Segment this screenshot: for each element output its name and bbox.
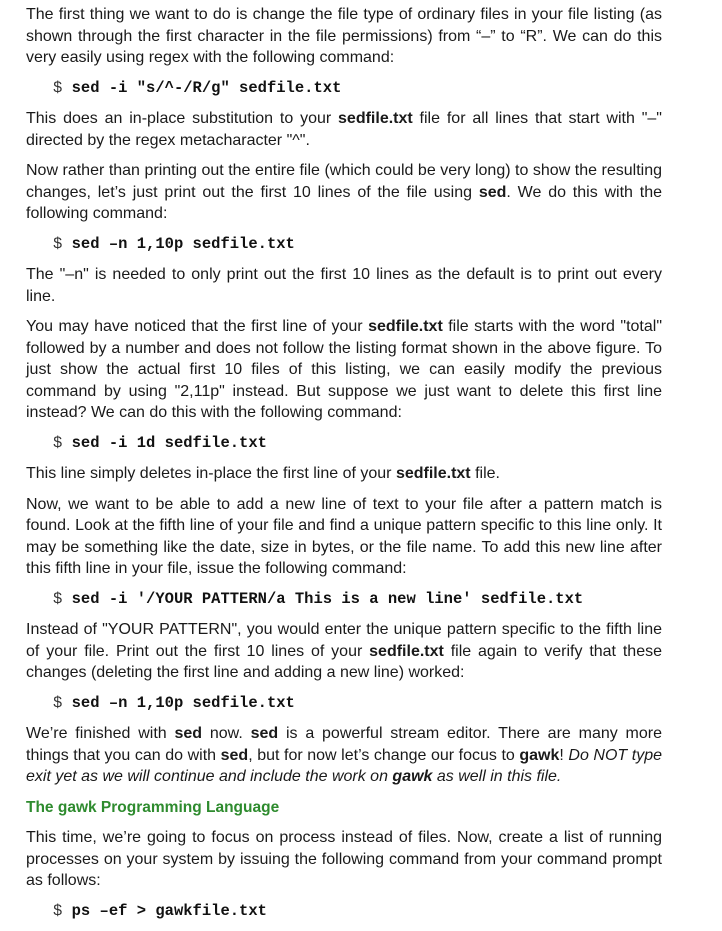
prompt-symbol: $ (53, 589, 63, 608)
section-heading-gawk: The gawk Programming Language (26, 798, 280, 816)
command-text: sed –n 1,10p sedfile.txt (71, 234, 295, 253)
paragraph-substitution-explained (26, 108, 662, 151)
text-span: , but for now let’s change our focus to (248, 746, 520, 764)
paragraph-delete-explained (26, 463, 662, 485)
command-text: sed -i 1d sedfile.txt (71, 433, 267, 452)
command-sed-append (53, 589, 662, 611)
command-name-bold: gawk (519, 746, 560, 764)
text-span: file starts with the word "total" followed by a number and does not follow the listing format shown in the above figure. To just show the actual first 10 files of this listing, we can easily modify the previous command by using "2,11p" instead. But suppose we just want to delete this first line instead? We can do this with the following command: (26, 318, 663, 421)
text-span: ! (559, 746, 569, 764)
text-span: . We do this with the following command: (26, 183, 662, 222)
text-span: This does an in-place substitution to your (26, 110, 339, 127)
command-text: sed -i '/YOUR PATTERN/a This is a new line' sedfile.txt (71, 589, 584, 608)
command-name-bold-italic: gawk (392, 768, 433, 785)
text-span: This line simply deletes in-place the first line of your (26, 465, 396, 482)
filename-bold: sedfile.txt (368, 318, 443, 335)
command-sed-print-again (53, 693, 662, 715)
italic-note: Do NOT type exit yet as we will continue and include the work on (26, 746, 663, 785)
command-sed-print (53, 234, 662, 256)
command-ps (53, 901, 662, 923)
filename-bold: sedfile.txt (338, 110, 413, 127)
command-name-bold: sed (478, 183, 507, 201)
text-span: is a powerful stream editor. There are many more things that you can do with (26, 725, 662, 764)
paragraph-intro: The first thing we want to do is change the file type of ordinary files in your file listing (as shown through the first character in the file permissions) from “–” to “R”. We can do this very easily using regex with the following command: (26, 6, 662, 66)
command-name-bold: sed (174, 725, 203, 742)
paragraph-gawk-intro: This time, we’re going to focus on process instead of files. Now, create a list of running processes on your system by issuing the following command from your command prompt as follows: (26, 829, 662, 889)
command-text: ps –ef > gawkfile.txt (71, 901, 267, 920)
command-text: sed -i "s/^-/R/g" sedfile.txt (71, 78, 342, 97)
text-span: file for all lines that start with "–" directed by the regex metacharacter "^". (26, 110, 662, 149)
paragraph-finished-sed (26, 723, 662, 788)
prompt-symbol: $ (53, 78, 63, 97)
text-span: Instead of "YOUR PATTERN", you would enter the unique pattern specific to the fifth line of your file. Print out the first 10 lines of your (26, 621, 662, 660)
paragraph-add-line: Now, we want to be able to add a new line of text to your file after a pattern match is found. Look at the fifth line of your file and find a unique pattern specific to this line only. It may be something like the date, size in bytes, or the file name. To add this new line after this fifth line in your file, issue the following command: (26, 495, 662, 577)
prompt-symbol: $ (53, 693, 63, 712)
paragraph-n-flag: The "–n" is needed to only print out the first 10 lines as the default is to print out every line. (26, 266, 662, 305)
prompt-symbol: $ (53, 433, 63, 452)
command-sed-delete (53, 433, 662, 455)
command-sed-substitute (53, 78, 662, 100)
prompt-symbol: $ (53, 901, 63, 920)
paragraph-verify-changes (26, 619, 662, 684)
paragraph-print-first-lines (26, 160, 662, 225)
text-span: You may have noticed that the first line of your (26, 318, 369, 335)
text-span: file. (470, 465, 500, 482)
command-name-bold: sed (250, 725, 279, 742)
document-page (26, 4, 662, 931)
command-name-bold: sed (220, 746, 249, 764)
text-span: file again to verify that these changes (deleting the first line and adding a new line) worked: (26, 642, 663, 681)
filename-bold: sedfile.txt (395, 465, 471, 482)
text-span: We’re finished with (26, 725, 175, 742)
text-span: Now rather than printing out the entire file (which could be very long) to show the resulting changes, let’s just print out the first 10 lines of the file using (26, 162, 662, 201)
command-text: sed –n 1,10p sedfile.txt (71, 693, 295, 712)
italic-note: as well in this file. (432, 768, 562, 785)
filename-bold: sedfile.txt (369, 642, 444, 660)
text-span: now. (202, 725, 251, 742)
paragraph-total-line (26, 316, 662, 424)
prompt-symbol: $ (53, 234, 63, 253)
